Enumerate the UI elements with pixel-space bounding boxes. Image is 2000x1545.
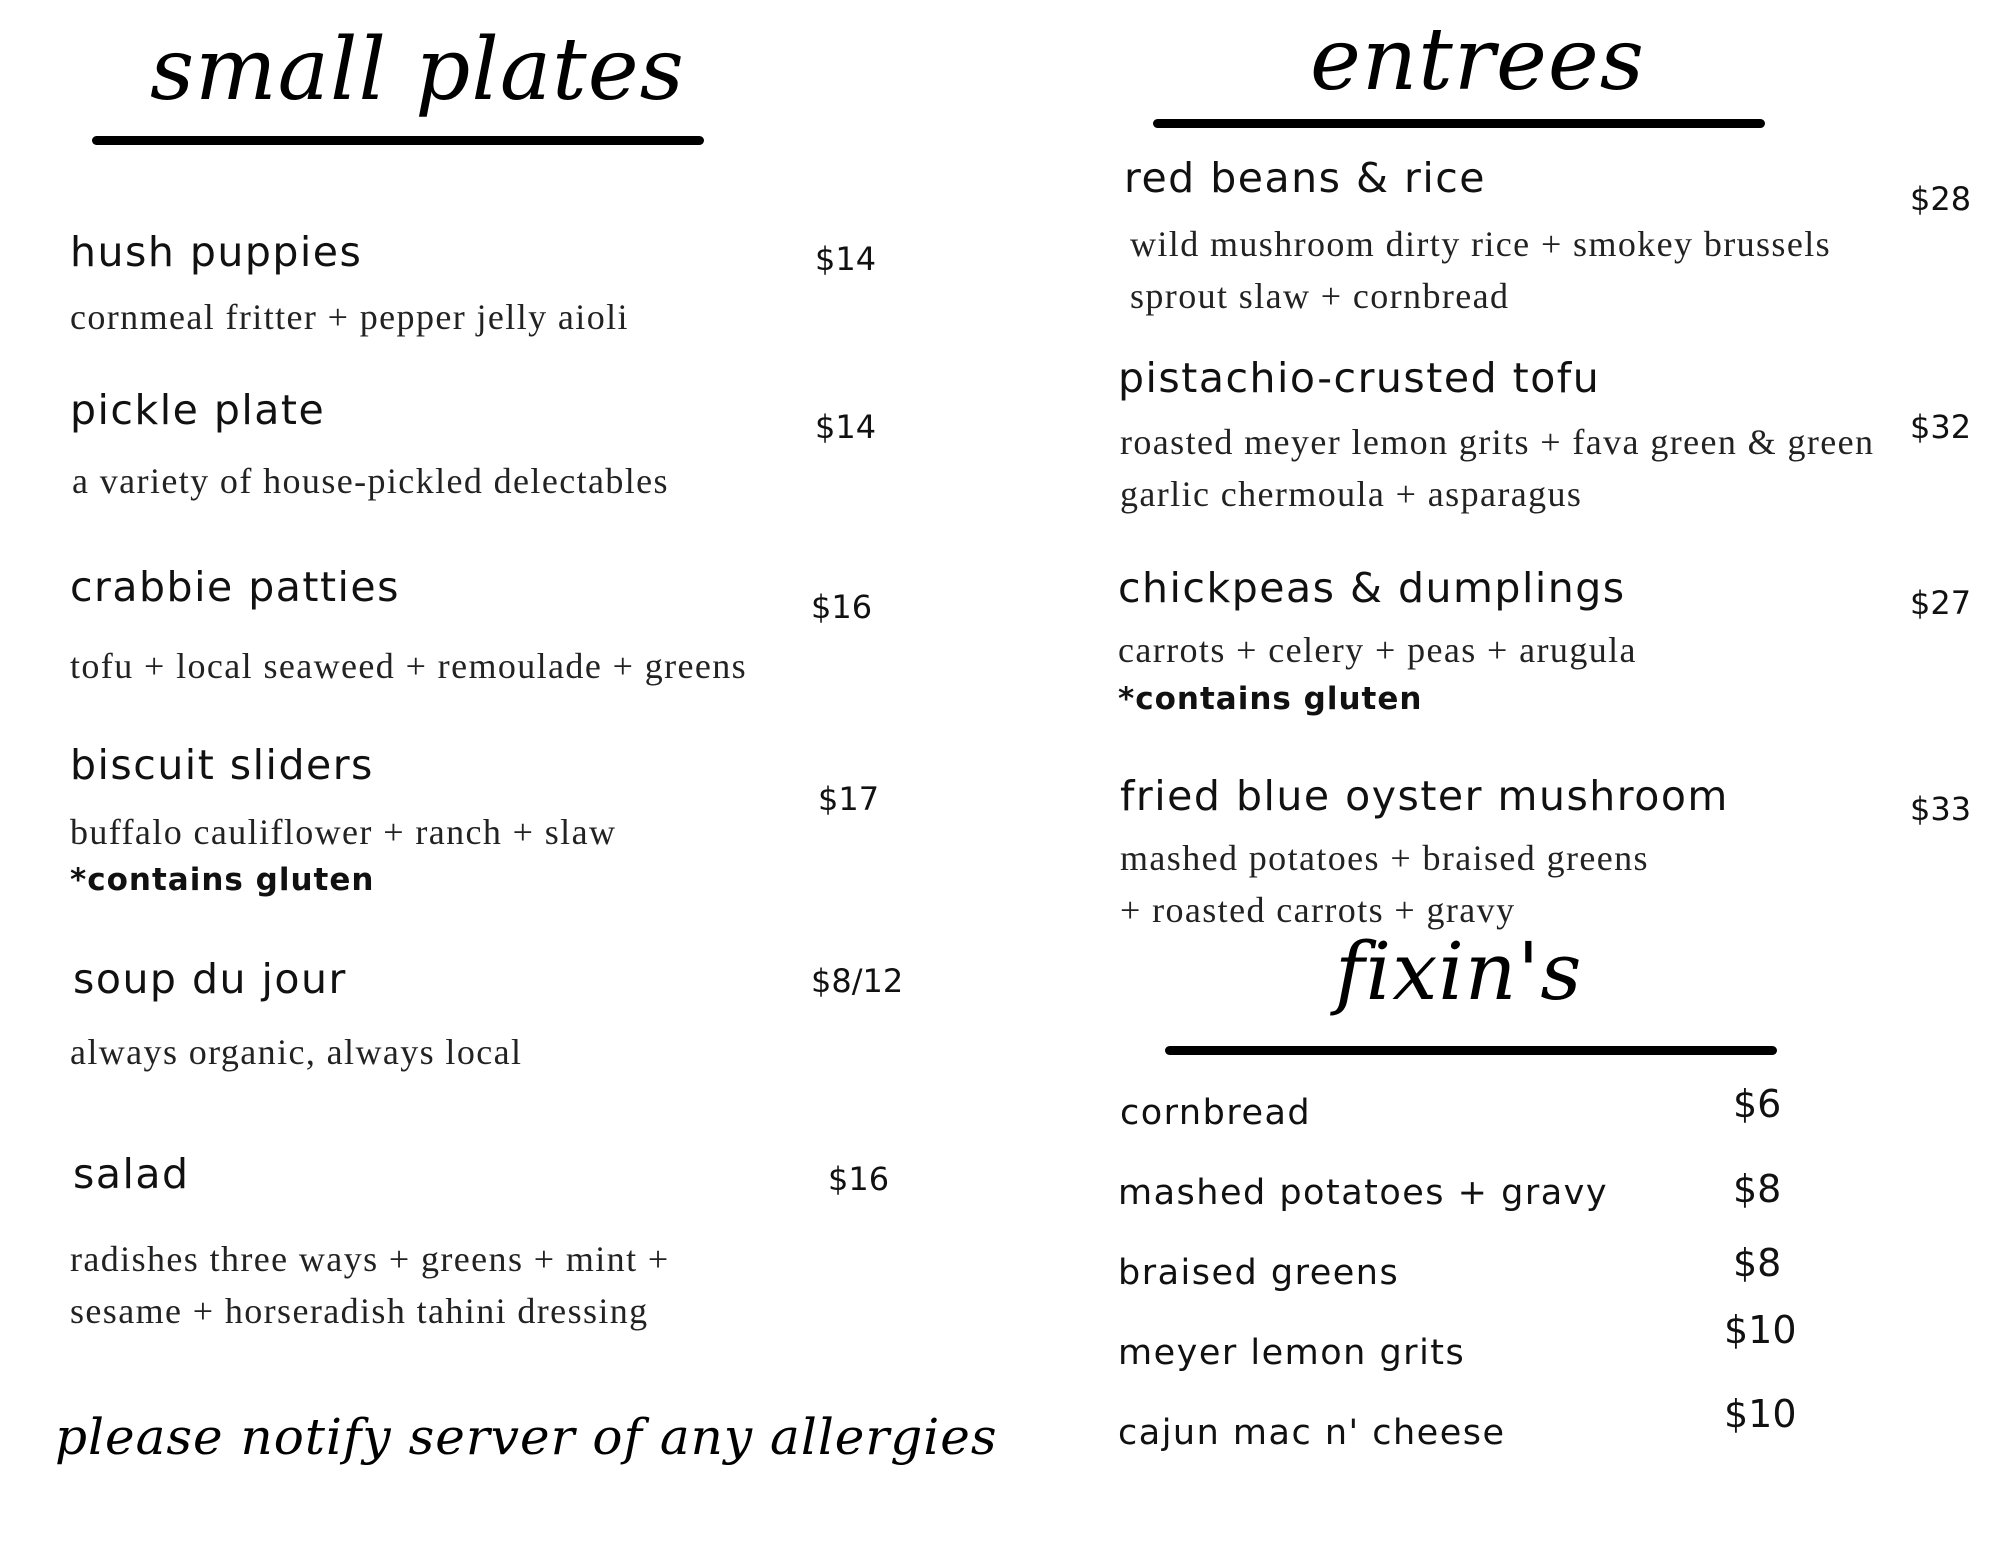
menu-item-name: crabbie patties	[70, 563, 400, 611]
menu-item-name: pistachio-crusted tofu	[1118, 354, 1601, 402]
menu-item-description: garlic chermoula + asparagus	[1120, 474, 1583, 514]
side-item-price: $8	[1733, 1241, 1782, 1285]
side-item-price: $10	[1724, 1392, 1797, 1436]
menu-item-name: salad	[73, 1150, 190, 1198]
allergy-notice: please notify server of any allergies	[55, 1408, 998, 1466]
menu-item-description: wild mushroom dirty rice + smokey brussels	[1130, 224, 1832, 264]
side-item-name: mashed potatoes + gravy	[1118, 1173, 1609, 1213]
menu-item-price: $27	[1910, 584, 1972, 622]
menu-item-price: $16	[828, 1160, 890, 1198]
menu-item-description: cornmeal fritter + pepper jelly aioli	[70, 297, 629, 337]
menu-item-description: tofu + local seaweed + remoulade + greens	[70, 646, 748, 686]
menu-item-price: $16	[811, 588, 873, 626]
small-plates-heading: small plates	[150, 20, 685, 120]
side-item-name: cornbread	[1120, 1093, 1312, 1133]
side-item-price: $8	[1733, 1167, 1782, 1211]
menu-item-description: always organic, always local	[70, 1032, 523, 1072]
menu-item-price: $14	[815, 240, 877, 278]
menu-item-description: buffalo cauliflower + ranch + slaw	[70, 812, 617, 852]
side-item-name: meyer lemon grits	[1118, 1333, 1466, 1373]
menu-item-name: hush puppies	[70, 228, 363, 276]
menu-item-price: $8/12	[811, 962, 904, 1000]
side-item-name: cajun mac n' cheese	[1118, 1413, 1506, 1453]
small-plates-divider	[92, 136, 704, 145]
menu-item-description: + roasted carrots + gravy	[1120, 890, 1516, 930]
menu-item-name: chickpeas & dumplings	[1118, 564, 1626, 612]
fixins-divider	[1165, 1046, 1777, 1055]
menu-item-name: soup du jour	[73, 955, 347, 1003]
menu-item-description: sprout slaw + cornbread	[1130, 276, 1510, 316]
menu-item-price: $32	[1910, 408, 1972, 446]
menu-item-name: pickle plate	[70, 386, 326, 434]
menu-item-description: roasted meyer lemon grits + fava green & green	[1120, 422, 1875, 462]
menu-item-description: sesame + horseradish tahini dressing	[70, 1291, 649, 1331]
entrees-divider	[1153, 119, 1765, 128]
menu-item-description: radishes three ways + greens + mint +	[70, 1239, 670, 1279]
menu-item-description: carrots + celery + peas + arugula	[1118, 630, 1637, 670]
entrees-heading: entrees	[1310, 10, 1645, 110]
menu-item-price: $17	[818, 780, 880, 818]
side-item-price: $6	[1733, 1082, 1782, 1126]
menu-item-name: biscuit sliders	[70, 741, 374, 789]
menu-item-description: a variety of house-pickled delectables	[72, 461, 669, 501]
gluten-note: *contains gluten	[1118, 681, 1423, 717]
side-item-name: braised greens	[1118, 1253, 1400, 1293]
menu-item-price: $33	[1910, 790, 1972, 828]
menu-item-price: $14	[815, 408, 877, 446]
menu-item-name: fried blue oyster mushroom	[1120, 772, 1729, 820]
side-item-price: $10	[1724, 1308, 1797, 1352]
menu-item-price: $28	[1910, 180, 1972, 218]
menu-item-description: mashed potatoes + braised greens	[1120, 838, 1649, 878]
fixins-heading: fixin's	[1335, 925, 1583, 1018]
menu-item-name: red beans & rice	[1124, 154, 1487, 202]
gluten-note: *contains gluten	[70, 862, 375, 898]
